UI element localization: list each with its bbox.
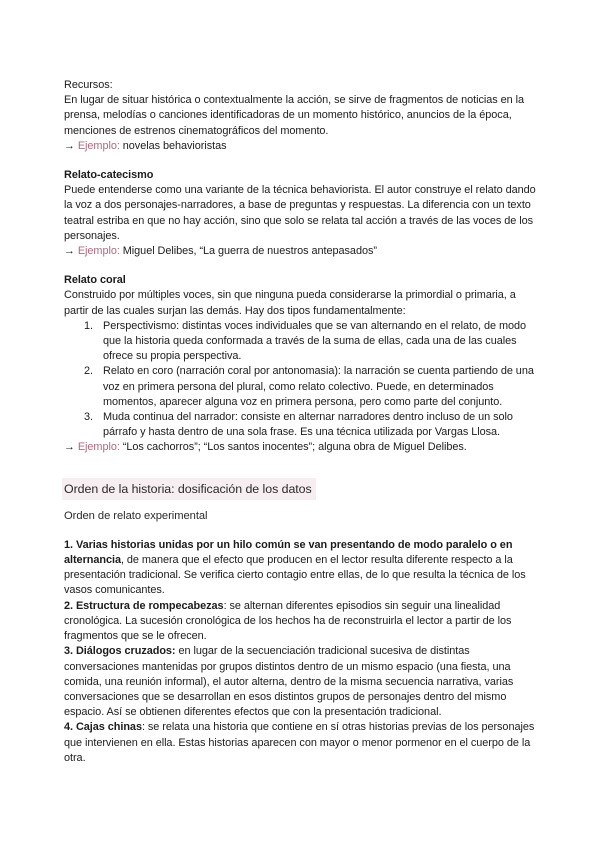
orden-item-text: en lugar de la secuenciación tradicional sucesiva de distintas conversaciones mantenidas por grupos distintos dentro de un mismo espacio (una fiesta, una comida, una reunión informal), el autor alterna, dentro de la misma secuencia narrativa, varias conversaciones que se desarrollan en esos distintos grupos de personajes dentro del mismo espacio. Así se obtienen diferentes efectos que con la presentación tradicional. — [64, 645, 514, 719]
list-item — [64, 364, 538, 410]
list-item-text: Relato en coro (narración coral por antonomasia): la narración se cuenta partiendo de una voz en primera persona del plural, como relato colectivo. Puede, en determinados momentos, aparecer alguna voz en primera persona, pero como parte del conjunto. — [103, 365, 534, 408]
list-item — [64, 410, 538, 440]
list-item-text: Muda continua del narrador: consiste en alternar narradores dentro incluso de un solo párrafo y hasta dentro de una sola frase. Es una técnica utilizada por Vargas Llosa. — [103, 411, 513, 439]
relato-coral-list — [64, 319, 538, 441]
recursos-example — [64, 139, 538, 154]
arrow-icon: → — [64, 245, 75, 258]
document-page — [64, 78, 538, 766]
orden-item-bold: 3. Diálogos cruzados: — [64, 645, 176, 658]
orden-item-text: , de manera que el efecto que producen en el lector resulta diferente respecto a la presentación tradicional. Se verifica cierto contagio entre ellas, de lo que resulta la técnica de los vasos comunicantes. — [64, 554, 526, 597]
example-label: Ejemplo: — [77, 441, 120, 454]
orden-item-text: : se alternan diferentes episodios sin seguir una linealidad cronológica. La sucesión cronológica de los hechos ha de reconstruirla el lector a partir de los fragmentos que se le ofrecen. — [64, 599, 512, 643]
example-label: Ejemplo: — [77, 139, 120, 152]
example-text: novelas behavioristas — [119, 139, 227, 152]
example-text: Miguel Delibes, “La guerra de nuestros antepasados” — [119, 245, 377, 258]
relato-coral-heading: Relato coral — [64, 274, 126, 287]
relato-catecismo-text: Puede entenderse como una variante de la técnica behaviorista. El autor construye el relato dando la voz a dos personajes-narradores, a base de preguntas y respuestas. La diferencia con un texto teatral estriba en que no hay acción, sino que solo se relata tal acción a través de las voces de los personajes. — [64, 184, 536, 242]
orden-item-bold: 2. Estructura de rompecabezas — [64, 599, 224, 612]
list-item — [64, 319, 538, 365]
example-text: “Los cachorros”; “Los santos inocentes”; alguna obra de Miguel Delibes. — [119, 441, 467, 454]
list-item-number: 2. — [84, 365, 93, 378]
orden-item-1 — [64, 538, 538, 599]
relato-catecismo-example — [64, 244, 538, 259]
recursos-label: Recursos: — [64, 79, 113, 91]
list-item-number: 1. — [84, 319, 93, 332]
orden-item-4 — [64, 720, 538, 766]
recursos-text: En lugar de situar histórica o contextualmente la acción, se sirve de fragmentos de noticias en la prensa, melodías o canciones identificadoras de un momento histórico, anuncios de la época, menciones de estrenos cinematográficos del momento. — [64, 94, 525, 137]
arrow-icon: → — [64, 441, 75, 454]
orden-item-bold: 1. Varias historias unidas por un hilo común se van presentando de modo paralelo o en alternancia — [64, 538, 513, 567]
orden-item-bold: 4. Cajas chinas — [64, 721, 142, 734]
arrow-icon: → — [64, 139, 75, 152]
example-label: Ejemplo: — [77, 245, 120, 258]
orden-item-3 — [64, 644, 538, 720]
relato-catecismo-heading: Relato-catecismo — [64, 169, 154, 182]
orden-item-text: : se relata una historia que contiene en sí otras historias previas de los personajes que intervienen en ella. Estas historias aparecen con mayor o menor pormenor en el cuerpo de la otra. — [64, 721, 535, 764]
section-title: Orden de la historia: dosificación de los datos — [62, 478, 316, 500]
subheading: Orden de relato experimental — [64, 509, 208, 522]
orden-item-2 — [64, 599, 538, 645]
relato-coral-text: Construido por múltiples voces, sin que ninguna pueda considerarse la primordial o primaria, a partir de las cuales surjan las demás. Hay dos tipos fundamentalmente: — [64, 289, 516, 317]
list-item-text: Perspectivismo: distintas voces individuales que se van alternando en el relato, de modo que la historia queda conformada a través de la suma de ellas, cada una de las cuales ofrece su propia perspectiva. — [103, 319, 527, 363]
relato-coral-example — [64, 440, 538, 455]
list-item-number: 3. — [84, 411, 93, 424]
